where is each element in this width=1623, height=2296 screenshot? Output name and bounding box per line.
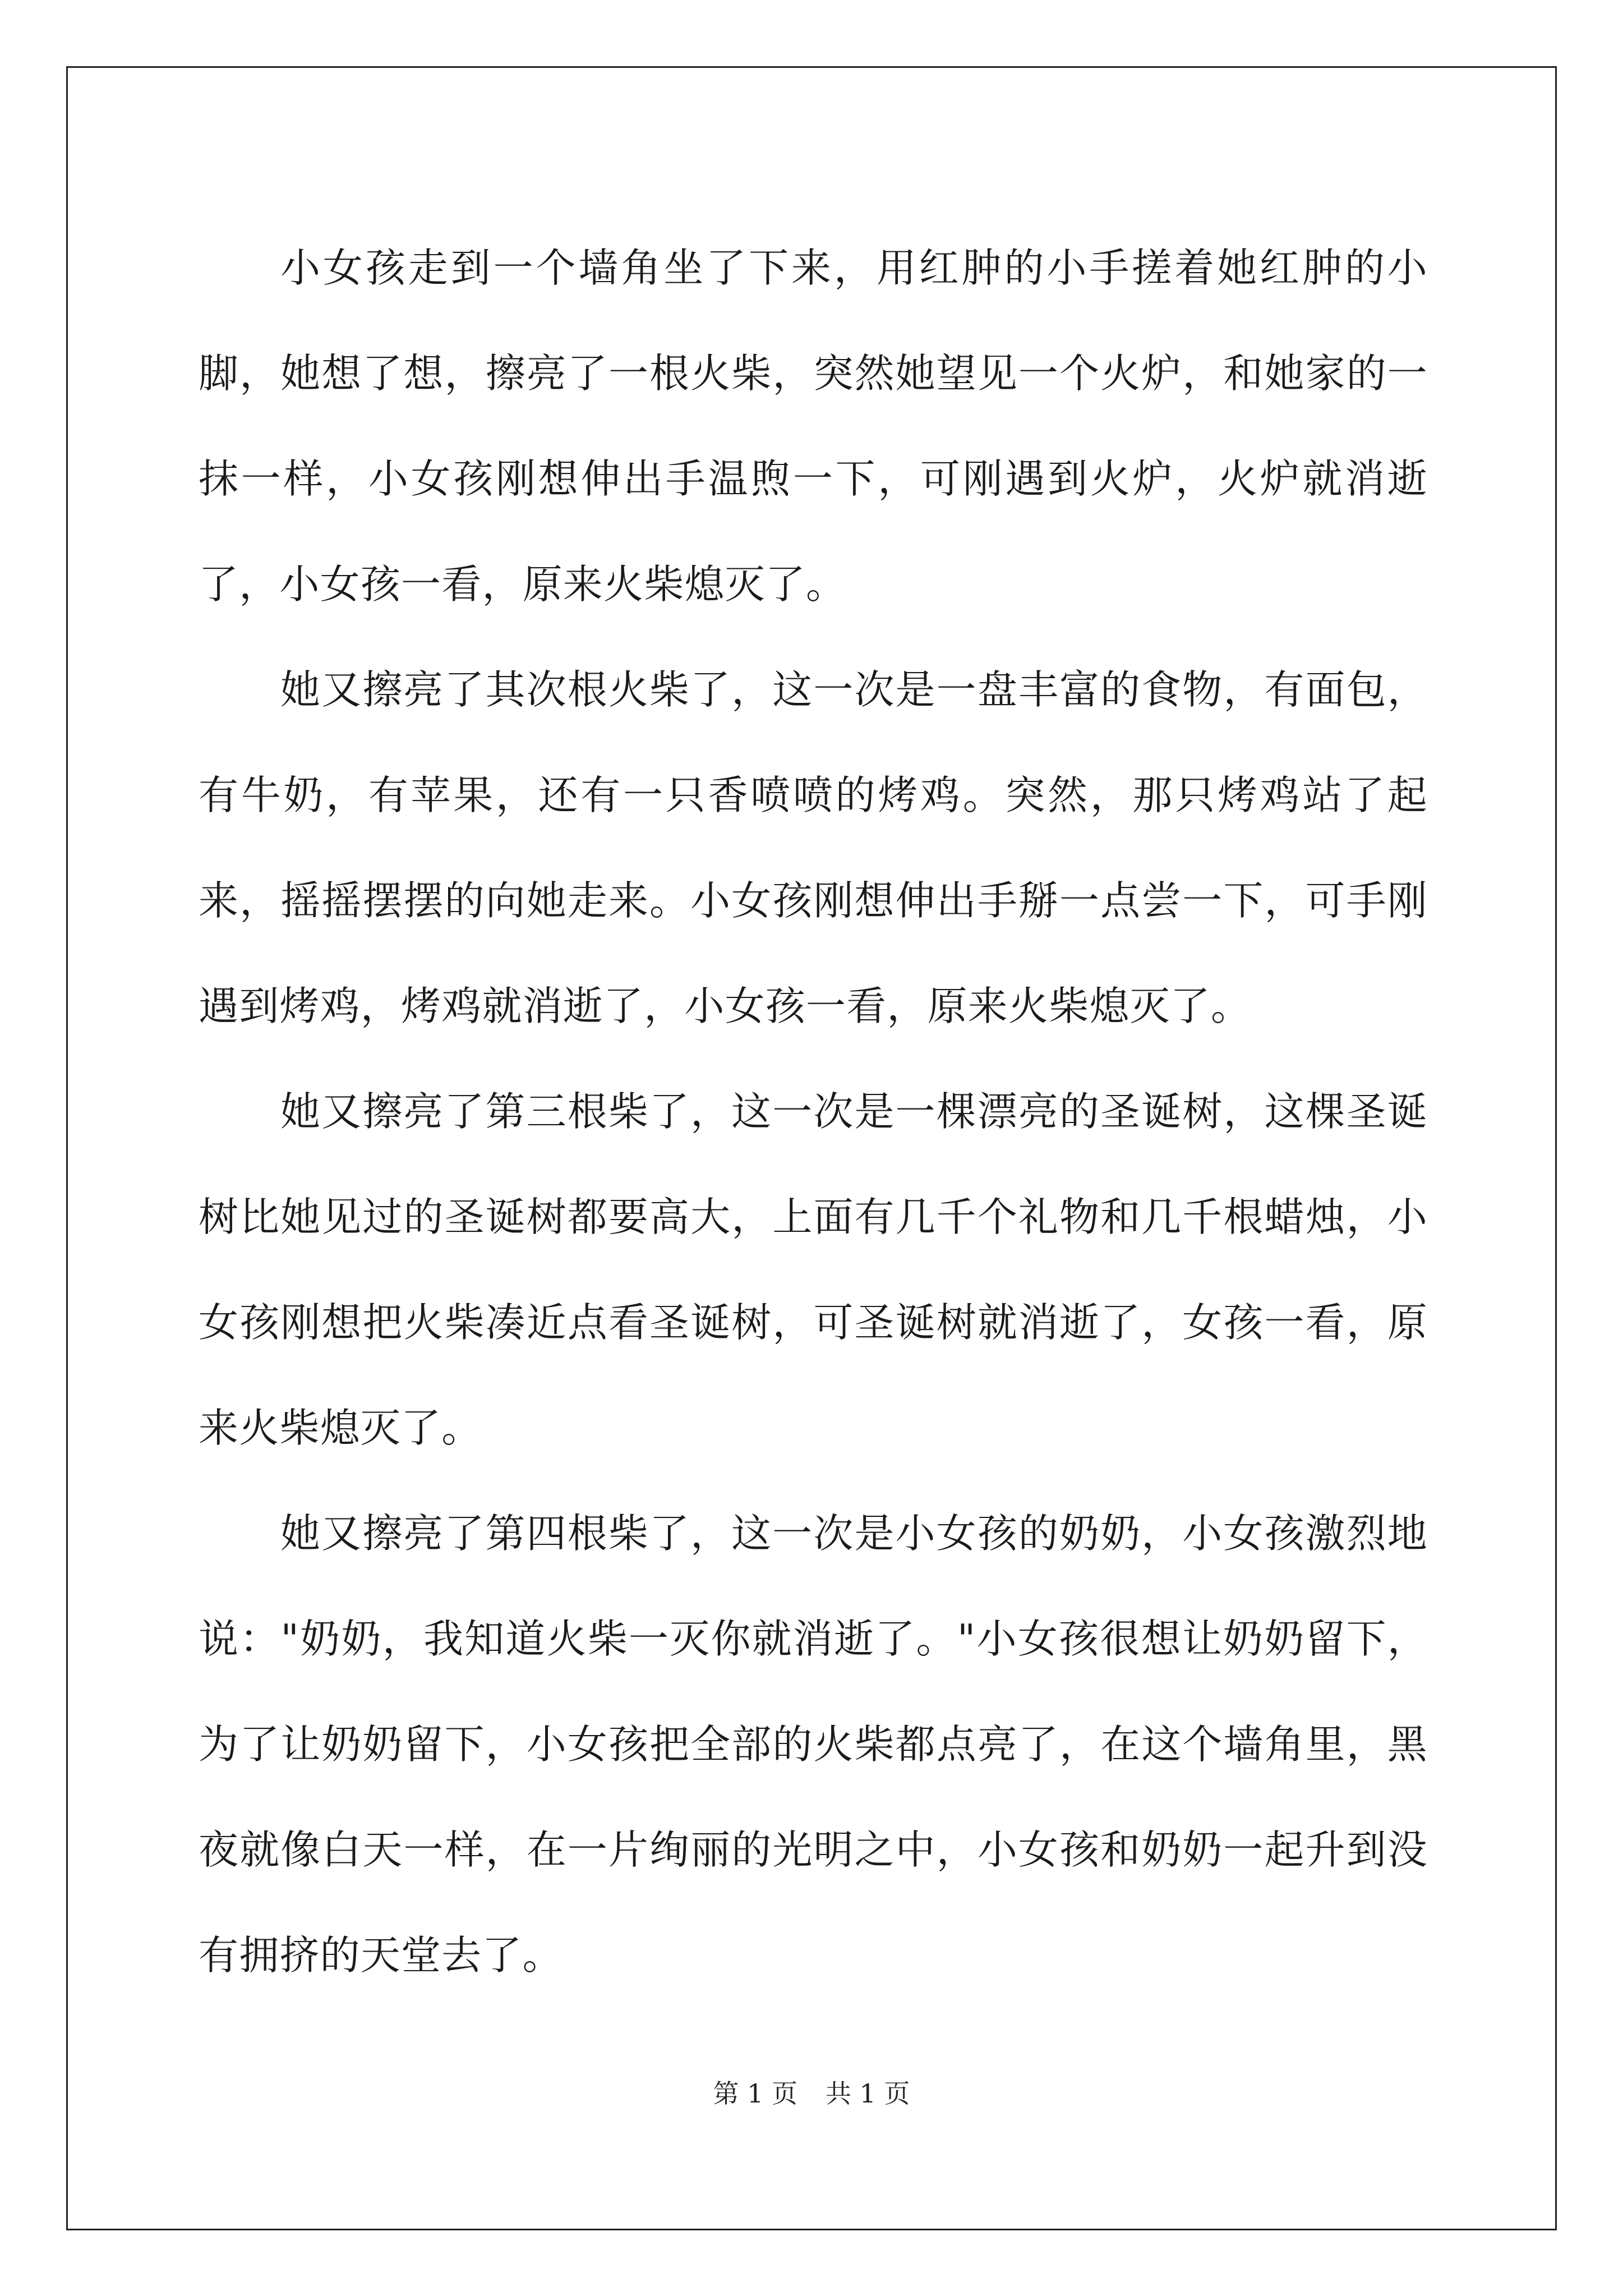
paragraph-2: 她又擦亮了其次根火柴了，这一次是一盘丰富的食物，有面包，有牛奶，有苹果，还有一只香喷喷的烤鸡。突然，那只烤鸡站了起来，摇摇摆摆的向她走来。小女孩刚想伸出手掰一点尝一下，可手刚遇到烤鸡，烤鸡就消逝了，小女孩一看，原来火柴熄灭了。 xyxy=(199,666,1428,1029)
paragraph-4: 她又擦亮了第四根柴了，这一次是小女孩的奶奶，小女孩激烈地说："奶奶，我知道火柴一灭你就消逝了。"小女孩很想让奶奶留下，为了让奶奶留下，小女孩把全部的火柴都点亮了，在这个墙角里，黑夜就像白天一样，在一片绚丽的光明之中，小女孩和奶奶一起升到没有拥挤的天堂去了。 xyxy=(199,1510,1428,1978)
paragraph-3: 她又擦亮了第三根柴了，这一次是一棵漂亮的圣诞树，这棵圣诞树比她见过的圣诞树都要高大，上面有几千个礼物和几千根蜡烛，小女孩刚想把火柴凑近点看圣诞树，可圣诞树就消逝了，女孩一看，原来火柴熄灭了。 xyxy=(199,1088,1428,1451)
page-total: 共 1 页 xyxy=(826,2078,910,2109)
paragraph-1: 小女孩走到一个墙角坐了下来，用红肿的小手搓着她红肿的小脚，她想了想，擦亮了一根火柴，突然她望见一个火炉，和她家的一抹一样，小女孩刚想伸出手温煦一下，可刚遇到火炉，火炉就消逝了，小女孩一看，原来火柴熄灭了。 xyxy=(199,245,1428,608)
page-number: 第 1 页 xyxy=(713,2078,797,2109)
document-body xyxy=(199,215,1428,2008)
page-footer xyxy=(0,2077,1623,2110)
